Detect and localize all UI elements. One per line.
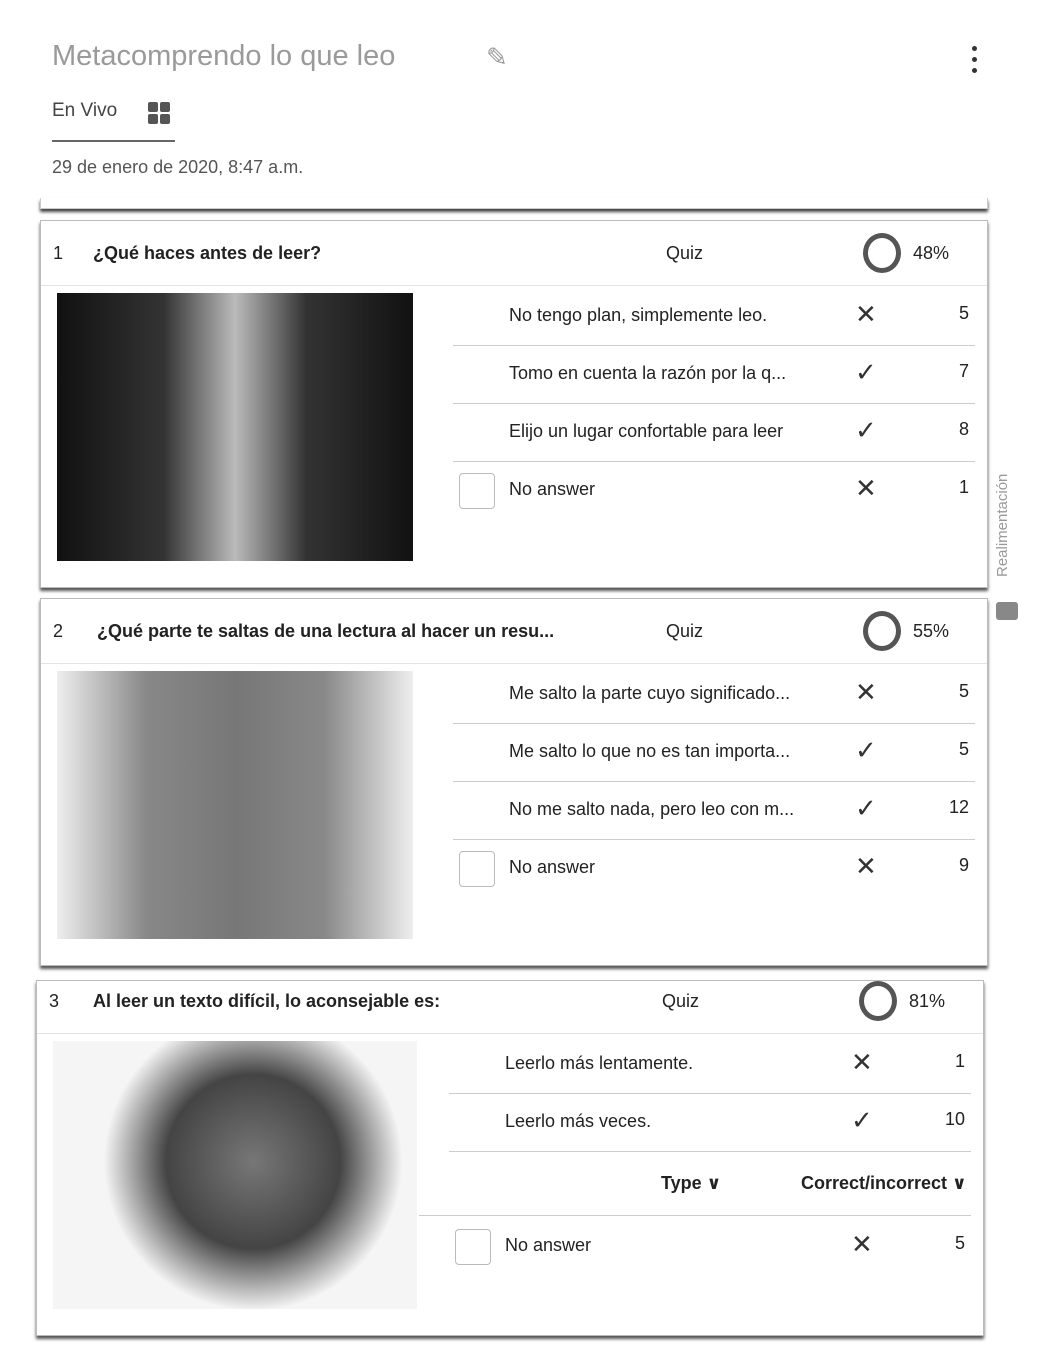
question-type: Quiz	[662, 991, 700, 1011]
answer-row	[453, 287, 975, 346]
answer-count: 5	[958, 739, 969, 759]
progress-ring-icon	[863, 233, 901, 273]
checkbox[interactable]	[455, 1229, 491, 1265]
answer-row	[449, 1217, 971, 1275]
correct-icon: ✓	[855, 415, 877, 445]
answer-count: 1	[954, 1051, 965, 1071]
question-percent: 81%	[909, 991, 946, 1011]
question-type: Quiz	[666, 243, 704, 263]
answer-label: Me salto la parte cuyo significado...	[509, 683, 791, 703]
question-image	[57, 293, 413, 561]
answer-row	[449, 1093, 971, 1152]
correct-icon: ✓	[855, 735, 877, 765]
answer-row	[453, 839, 975, 897]
answer-label: Leerlo más veces.	[505, 1111, 652, 1131]
checkbox[interactable]	[459, 851, 495, 887]
answer-row	[453, 345, 975, 404]
answer-count: 7	[958, 361, 969, 381]
filter-bar	[419, 1153, 971, 1216]
answer-row	[453, 665, 975, 724]
type-filter-dropdown[interactable]: Type ∨	[661, 1173, 722, 1193]
edit-pencil-icon[interactable]: ✎	[486, 42, 508, 72]
divider	[40, 198, 988, 209]
answer-count: 8	[958, 419, 969, 439]
answer-label: No answer	[509, 479, 596, 499]
answer-count: 10	[944, 1109, 965, 1129]
feedback-face-icon[interactable]	[996, 602, 1018, 620]
more-options-icon[interactable]	[962, 46, 986, 82]
answer-label: Elijo un lugar confortable para leer	[509, 421, 784, 441]
page-title: Metacomprendo lo que leo	[52, 40, 396, 72]
answer-label: No me salto nada, pero leo con m...	[509, 799, 795, 819]
question-text: Al leer un texto difícil, lo aconsejable es:	[93, 991, 441, 1011]
incorrect-icon: ✕	[855, 299, 877, 329]
question-text: ¿Qué parte te saltas de una lectura al hacer un resu...	[97, 621, 555, 641]
question-percent: 48%	[913, 243, 950, 263]
tab-underline	[52, 140, 175, 142]
question-image	[57, 671, 413, 939]
incorrect-icon: ✕	[851, 1229, 873, 1259]
answer-label: No answer	[509, 857, 596, 877]
correct-icon: ✓	[855, 793, 877, 823]
incorrect-icon: ✕	[851, 1047, 873, 1077]
incorrect-icon: ✕	[855, 677, 877, 707]
incorrect-icon: ✕	[855, 851, 877, 881]
answer-label: No tengo plan, simplemente leo.	[509, 305, 768, 325]
answer-label: No answer	[505, 1235, 592, 1255]
answer-row	[449, 1035, 971, 1094]
answer-count: 5	[958, 303, 969, 323]
correct-icon: ✓	[855, 357, 877, 387]
answer-count: 1	[958, 477, 969, 497]
question-card-2	[40, 598, 988, 966]
incorrect-icon: ✕	[855, 473, 877, 503]
question-card-1	[40, 220, 988, 588]
correct-icon: ✓	[851, 1105, 873, 1135]
answer-count: 9	[958, 855, 969, 875]
dashboard-icon[interactable]	[148, 102, 170, 124]
answer-label: Me salto lo que no es tan importa...	[509, 741, 791, 761]
checkbox[interactable]	[459, 473, 495, 509]
question-card-3	[36, 980, 984, 1336]
correct-filter-dropdown[interactable]: Correct/incorrect ∨	[801, 1173, 967, 1193]
answer-label: Leerlo más lentamente.	[505, 1053, 694, 1073]
question-percent: 55%	[913, 621, 950, 641]
question-image	[53, 1041, 417, 1309]
answer-count: 5	[958, 681, 969, 701]
question-type: Quiz	[666, 621, 704, 641]
question-header[interactable]	[41, 221, 987, 286]
answer-row	[453, 403, 975, 462]
answer-count: 5	[954, 1233, 965, 1253]
answer-row	[453, 781, 975, 840]
question-header[interactable]	[41, 599, 987, 664]
question-number: 2	[53, 621, 64, 641]
question-number: 3	[49, 991, 60, 1011]
question-number: 1	[53, 243, 64, 263]
question-text: ¿Qué haces antes de leer?	[93, 243, 322, 263]
tab-en-vivo[interactable]: En Vivo	[52, 100, 118, 121]
answer-row	[453, 461, 975, 519]
feedback-tab[interactable]: Realimentación	[994, 473, 1011, 577]
question-header[interactable]	[37, 981, 983, 1034]
progress-ring-icon	[859, 981, 897, 1021]
answer-row	[453, 723, 975, 782]
answer-count: 12	[948, 797, 969, 817]
session-date: 29 de enero de 2020, 8:47 a.m.	[52, 157, 304, 177]
progress-ring-icon	[863, 611, 901, 651]
answer-label: Tomo en cuenta la razón por la q...	[509, 363, 787, 383]
